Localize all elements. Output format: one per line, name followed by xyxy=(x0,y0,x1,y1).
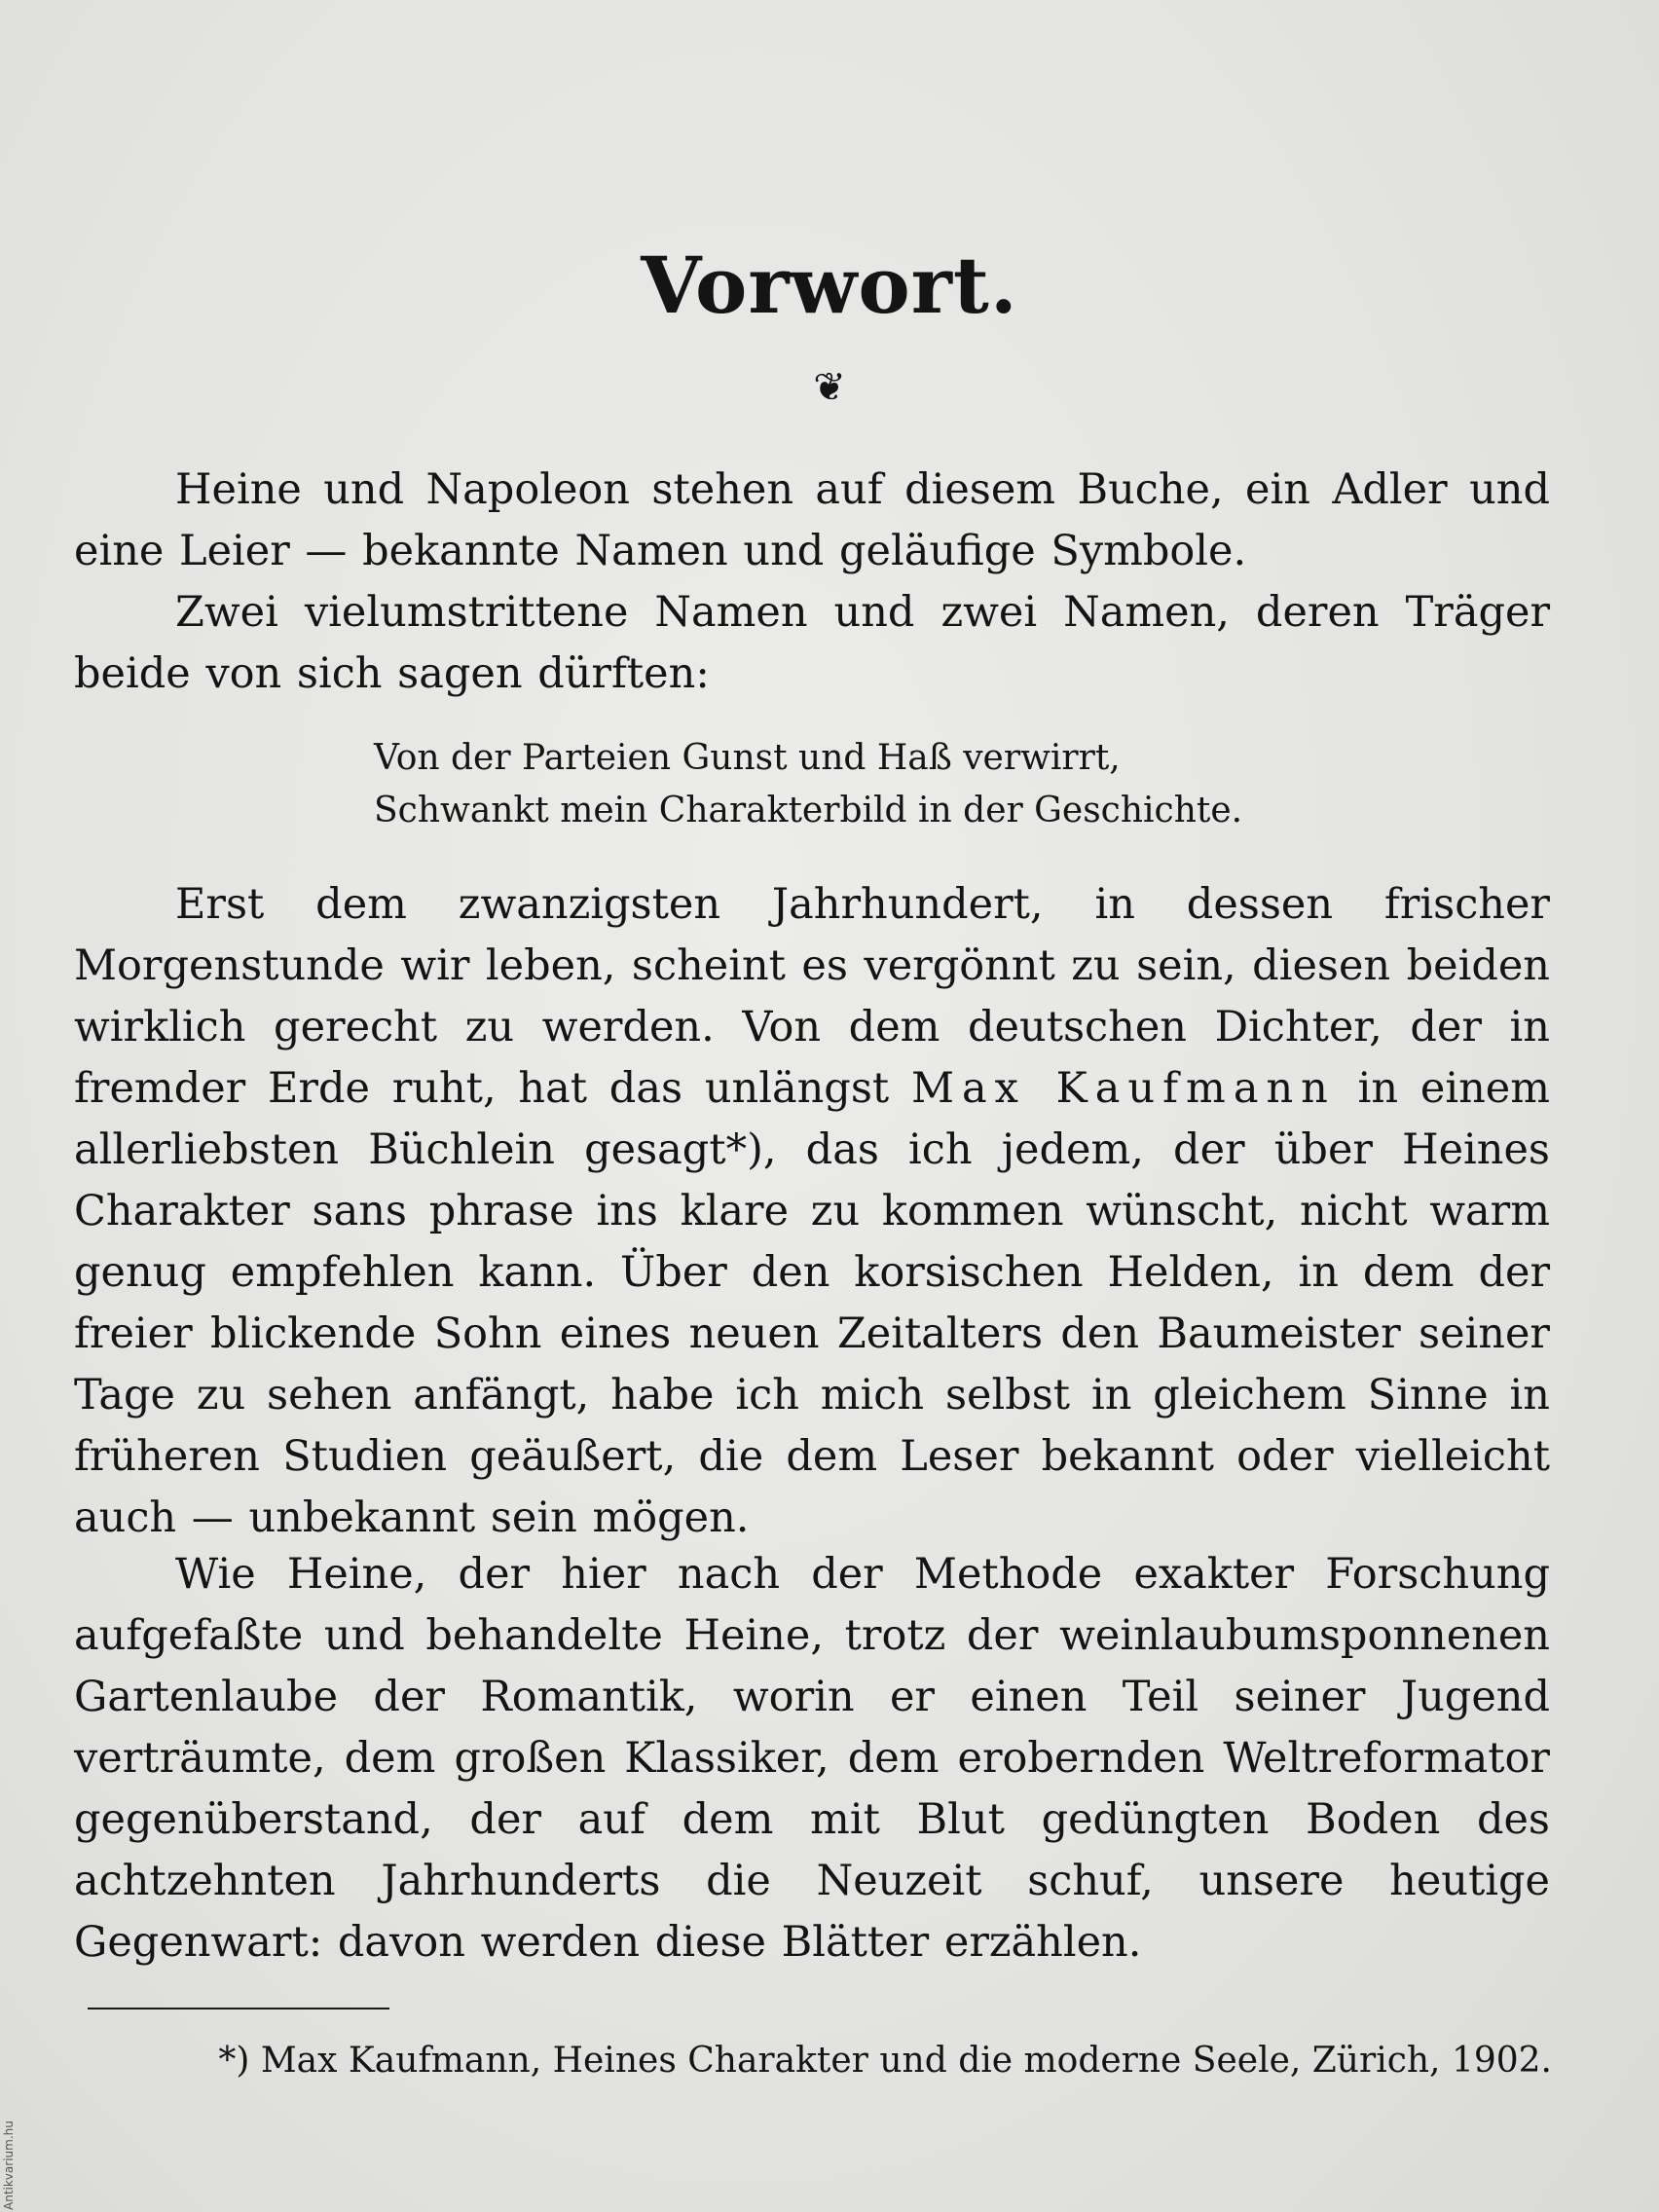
paragraph-2 xyxy=(74,582,1550,705)
author-name-spaced: Max Kaufmann xyxy=(910,1064,1336,1113)
verse-line-2: Schwankt mein Charakterbild in der Geschichte. xyxy=(374,791,1243,830)
footnote: *) Max Kaufmann, Heines Charakter und die moderne Seele, Zürich, 1902. xyxy=(218,2041,1552,2081)
footnote-rule xyxy=(88,2008,389,2009)
paragraph-3-text-before: Erst dem zwanzigsten Jahrhundert, in dessen frischer Morgenstunde wir leben, scheint es vergönnt zu sein, diesen beiden wirklich gerecht zu werden. Von dem deutschen Dichter, der in fremder Erde ruht, hat das unlängst xyxy=(74,880,1550,1113)
paragraph-1 xyxy=(74,460,1550,582)
paragraph-3 xyxy=(74,874,1550,1549)
paragraph-4 xyxy=(74,1544,1550,1973)
paragraph-4-text: Wie Heine, der hier nach der Methode exakter Forschung aufgefaßte und behandelte Heine, trotz der weinlaubumsponnenen Gartenlaube der Romantik, worin er einen Teil seiner Jugend verträumte, dem großen Klassiker, dem erobernden Weltreformator gegenüberstand, der auf dem mit Blut gedüngten Boden des achtzehnten Jahrhunderts die Neuzeit schuf, unsere heutige Gegenwart: davon werden diese Blätter erzählen. xyxy=(74,1550,1550,1967)
watermark: Antikvarium.hu xyxy=(2,2120,16,2210)
page-title: Vorwort. xyxy=(641,240,1018,331)
ornament-fleuron: ❦ xyxy=(813,365,846,410)
paragraph-2-text: Zwei vielumstrittene Namen und zwei Namen, deren Träger beide von sich sagen dürften: xyxy=(74,588,1550,698)
verse-quote xyxy=(374,732,1347,837)
verse-line-1: Von der Parteien Gunst und Haß verwirrt, xyxy=(374,738,1121,778)
paragraph-1-text: Heine und Napoleon stehen auf diesem Buche, ein Adler und eine Leier — bekannte Namen und geläufige Symbole. xyxy=(74,465,1550,575)
paragraph-3-text-after: in einem allerliebsten Büchlein gesagt*), das ich jedem, der über Heines Charakter sans phrase ins klare zu kommen wünscht, nicht warm genug empfehlen kann. Über den korsischen Helden, in dem der freier blickende Sohn eines neuen Zeitalters den Baumeister seiner Tage zu sehen anfängt, habe ich mich selbst in gleichem Sinne in früheren Studien geäußert, die dem Leser bekannt oder vielleicht auch — unbekannt sein mögen. xyxy=(74,1064,1550,1542)
